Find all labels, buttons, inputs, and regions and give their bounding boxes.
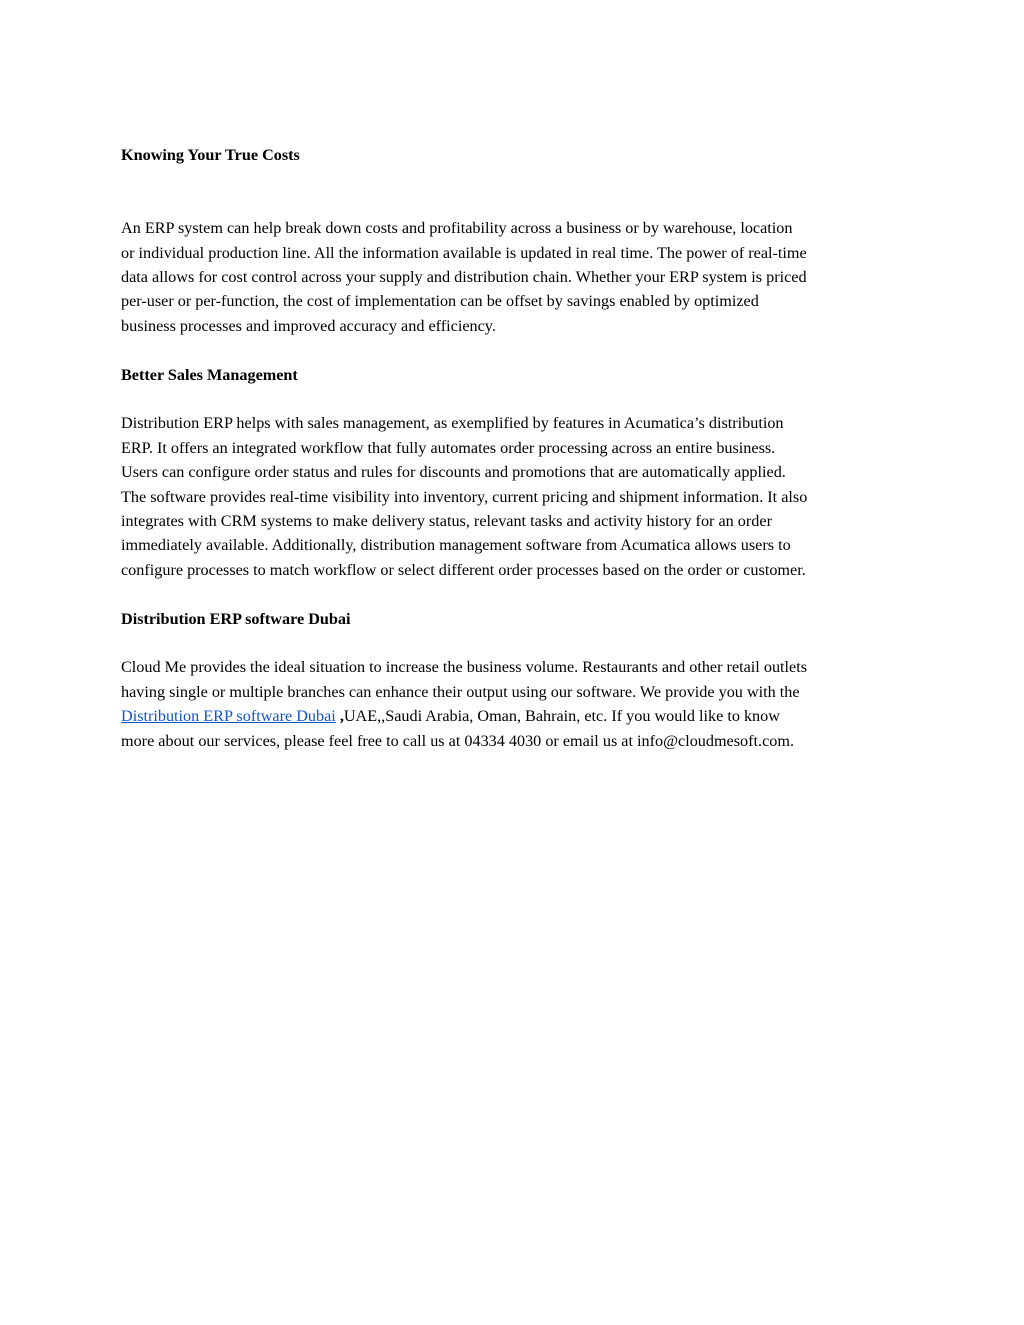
- paragraph-true-costs: [121, 216, 911, 338]
- section-heading-true-costs: Knowing Your True Costs: [121, 146, 300, 164]
- text-line: The software provides real-time visibility into inventory, current pricing and shipment information. It also: [121, 487, 808, 506]
- text-line: integrates with CRM systems to make delivery status, relevant tasks and activity history for an order: [121, 512, 772, 531]
- paragraph-erp-dubai: [121, 655, 911, 753]
- text-line: per-user or per-function, the cost of implementation can be offset by savings enabled by optimized: [121, 292, 759, 311]
- section-heading-erp-dubai: Distribution ERP software Dubai: [121, 609, 351, 628]
- text-line-with-link: [121, 704, 911, 728]
- distribution-erp-dubai-link[interactable]: Distribution ERP software Dubai: [121, 707, 336, 726]
- text-line: Distribution ERP helps with sales management, as exemplified by features in Acumatica’s distribution: [121, 414, 784, 433]
- paragraph-sales-management: [121, 411, 911, 582]
- document-page: [121, 143, 911, 753]
- spacer: [121, 387, 911, 411]
- text-line: ERP. It offers an integrated workflow that fully automates order processing across an entire business.: [121, 438, 776, 457]
- text-line: immediately available. Additionally, distribution management software from Acumatica allows users to: [121, 536, 791, 555]
- text-line: An ERP system can help break down costs and profitability across a business or by warehouse, location: [121, 219, 793, 238]
- spacer: [121, 338, 911, 362]
- comma: ,: [339, 707, 344, 726]
- text-line: business processes and improved accuracy and efficiency.: [121, 316, 496, 335]
- spacer: [121, 582, 911, 606]
- text-line: Cloud Me provides the ideal situation to increase the business volume. Restaurants and other retail outlets: [121, 658, 808, 677]
- spacer: [121, 631, 911, 655]
- text-after-link: UAE,,Saudi Arabia, Oman, Bahrain, etc. If you would like to know: [343, 707, 780, 726]
- text-line: configure processes to match workflow or select different order processes based on the order or customer.: [121, 560, 806, 579]
- text-line: or individual production line. All the information available is updated in real time. The power of real-time: [121, 243, 807, 262]
- section-heading-sales-management: Better Sales Management: [121, 365, 298, 384]
- text-line: Users can configure order status and rules for discounts and promotions that are automatically applied.: [121, 463, 786, 482]
- text-line: data allows for cost control across your supply and distribution chain. Whether your ERP system is priced: [121, 268, 807, 287]
- text-line: having single or multiple branches can enhance their output using our software. We provide you with the: [121, 682, 800, 701]
- spacer: [121, 167, 911, 216]
- text-line: more about our services, please feel free to call us at 04334 4030 or email us at info@cloudmesoft.com.: [121, 731, 794, 750]
